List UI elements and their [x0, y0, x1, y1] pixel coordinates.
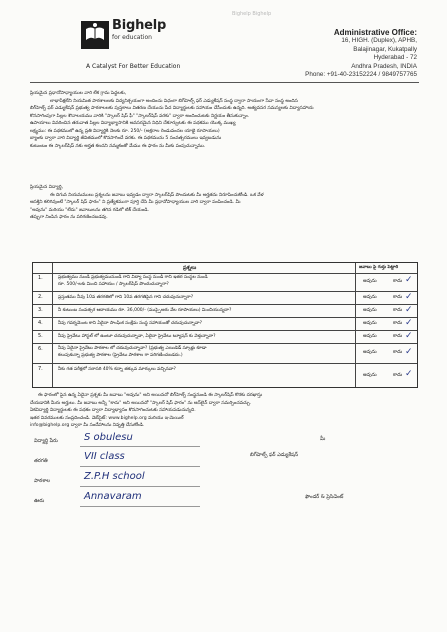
office-line: Balajinagar, Kukatpally	[353, 45, 417, 53]
place-label: ఊరు	[34, 498, 45, 504]
yes-option[interactable]: అవును	[363, 279, 377, 284]
para-line: "అవును" మరియు "లేదు" జవాబులను తగిన గడిలో టిక్ చేయండి.	[30, 207, 150, 213]
question-line: కలుపుకున్నా ప్రభుత్వ పాఠశాల (ప్రైవేటు పాఠశాల గా పరిగణించబడదు.)	[58, 353, 183, 358]
para-line: ఆసక్తిని కలిగివుంటే "స్కాలర్ షిప్ ఫారం" ని ప్రత్యేకముగా పూర్తి చేసి మీ ప్రధానోపాధ్యాయుల వారి ద్వారా పంపించండి. మీ	[30, 200, 241, 205]
para-line: లక్ష్యము: ఈ పథకములో ఉన్న ప్రతి విద్యార్థికి నెలకు రూ. 250/- (అక్షరాల రెండువందల యాభై రూపాయలు)	[30, 128, 220, 134]
row-number: 7.	[38, 366, 43, 372]
brand-name: Bighelp	[112, 18, 167, 33]
book-logo-icon	[80, 20, 110, 50]
underline	[80, 506, 200, 507]
question-text: నీవు ప్రైవేటు హాస్టల్ లో ఉంటూ చదువుచున్నావా, ఏదైనా ప్రైవేటు ట్యూషన్ కు వెళ్తున్నావా?	[58, 334, 216, 339]
table-row	[33, 343, 417, 364]
yes-option[interactable]: అవును	[363, 373, 377, 378]
office-line: 16, HIGH. (Duplex), APHB,	[341, 37, 417, 44]
office-address	[277, 28, 417, 80]
table-row	[33, 330, 417, 344]
table-row	[33, 317, 417, 331]
row-number: 5.	[38, 333, 43, 339]
para-line: ఉపాయాలు వివరించిన తరువాత పిల్లల విద్యాభ్యాసానికి అవసరమైన నిధిని చేకూర్చుటకు ఈ పథకము యొక్క ముఖ్య	[30, 121, 236, 126]
no-option[interactable]: కాదు	[393, 334, 403, 339]
school-field[interactable]: Z.P.H school	[84, 471, 145, 482]
sign-role: ఫౌండర్ & ప్రెసిడెంట్	[305, 494, 344, 500]
salutation: ప్రియమైన ప్రధానోపాధ్యాయుల వారి లేక గ్రామ పెద్దలకు,	[30, 91, 127, 96]
faint-stamp: Bighelp Bighelp	[232, 11, 272, 17]
no-option[interactable]: కాదు	[393, 350, 403, 355]
student-instructions	[30, 184, 420, 222]
para-line: కొనసాగింపుగా పిల్లల శౌచాలయము వారికి "స్కాలర్ షిప్ ఫీ" "స్కాలర్‌షిప్ వరకు" ద్వారా అందించుటకు నిర్ణయం తీసుకున్నాం.	[30, 113, 250, 119]
question-text: ప్రస్తుతము నీవు 10వ తరగతిలో గాని 10వ తరగతిపైన గాని చదువుచున్నారా?	[58, 295, 194, 300]
no-option[interactable]: కాదు	[393, 321, 403, 326]
para-line: తప్పుగా నింపిన ఫారం ను పరిగణించబడవు.	[30, 215, 108, 220]
class-label: తరగతి	[34, 458, 48, 464]
header-answer: జవాబు పై గుర్తు పెట్టారి	[359, 265, 399, 270]
yes-option[interactable]: అవును	[363, 295, 377, 300]
checkmark-icon: ✓	[405, 331, 413, 341]
question-line: ప్రభుత్వము నుండి ప్రభుత్వమునుండి గాని విద్యా సంస్థ నుండి గాని ఇతర సంస్థల నుండి	[58, 275, 208, 280]
no-option[interactable]: కాదు	[393, 295, 403, 300]
no-option[interactable]: కాదు	[393, 373, 403, 378]
sign-organization: బిగ్‌హెల్ప్ ఫర్ ఎడ్యుకేషన్	[250, 452, 299, 458]
name-field[interactable]: S obulesu	[84, 432, 133, 443]
para-line: ఈ దిగువ నియమములు ప్రశ్నలను జవాబు ఇవ్వడం ద్వారా స్కాలర్‌షిప్ పొందుటకు మీ అర్హతను నిరూపించుకోండి. ఒక వేళ	[50, 192, 264, 198]
question-line: నీవు ఏదైనా ప్రైవేటు పాఠశాల లో చదువుచున్నావా? (ప్రభుత్వ ఎయిడెడ్ స్కూళ్లు కూడా	[58, 346, 207, 351]
eligibility-note	[30, 392, 420, 430]
checkmark-icon: ✓	[405, 347, 413, 357]
no-option[interactable]: కాదు	[393, 279, 403, 284]
para-line: ఏకవిద్యార్థి విద్యార్థులకు ఈ పథకం ద్వారా విద్యాభ్యాసం కొనసాగించుటకు సహాయపడుచున్నది.	[30, 408, 196, 413]
question-text: నీవు గవర్నమెంట కాని ఏదైనా సాంఘిక సంక్షేమ సంస్థ సహాయంతో చదువుచున్నావా?	[58, 321, 202, 326]
table-row	[33, 273, 417, 292]
eligibility-table	[32, 262, 418, 388]
table-row	[33, 304, 417, 318]
para-line: కుటుంబం ఈ స్కాలర్‌షిప్ నకు అర్హత కలదని నమ్మకంతో మేము ఈ ఫారం ను మీకు పంపుచున్నాము.	[30, 143, 206, 149]
class-field[interactable]: VII class	[84, 451, 125, 462]
question-text	[58, 345, 348, 359]
tagline: A Catalyst For Better Education	[86, 63, 181, 70]
no-option[interactable]: కాదు	[393, 308, 403, 313]
row-number: 3.	[38, 307, 43, 313]
question-text: నీకు గత పరీక్షలో సరాసరి 40% కన్నా తక్కువ మార్కులు వచ్చినవా?	[58, 367, 176, 372]
para-line: info@bighelp.org ద్వారా మీ సందేహాలను నివృత్తి చేసుకోండి.	[30, 423, 145, 428]
checkmark-icon: ✓	[405, 305, 413, 315]
yes-option[interactable]: అవును	[363, 308, 377, 313]
question-text: నీ కుటుంబ సంవత్సర ఆదాయము రూ. 36,000/- (ముప్పైఆరు వేల రూపాయలు) మించియున్నదా?	[58, 308, 232, 313]
para-line: ఈ ఫారంలో పైన ఉన్న ఏదైనా ప్రశ్నకు మీ జవాబు "అవును" అని అయినచో బిగ్‌హెల్ప్ సంస్థనుండి ఈ స్కాలర్‌షిప్ కొరకు దరఖాస్తు	[38, 393, 263, 398]
para-line: చేయడానికి మీరు అర్హులు. మీ జవాబు అన్నీ "కాదు" అని అయినచో "స్కాలర్ షిప్ ఫారం" ను ఆన్‌లైన్ ద్వారా సమర్పించవచ్చు.	[30, 400, 252, 406]
letter-intro	[30, 90, 420, 150]
underline	[80, 466, 200, 467]
checkmark-icon: ✓	[405, 318, 413, 328]
para-line: ఇతర వివరములకు సంప్రదించండి. వెబ్‌సైట్: www.bighelp.org మరియు ఇ-మెయిల్	[30, 415, 184, 421]
row-number: 4.	[38, 320, 43, 326]
checkmark-icon: ✓	[405, 275, 413, 285]
office-phone: Phone: +91-40-23152224 / 9849757765	[305, 71, 417, 79]
office-line: Hyderabad - 72	[373, 54, 417, 62]
yes-option[interactable]: అవును	[363, 321, 377, 326]
row-number: 2.	[38, 294, 43, 300]
table-row	[33, 363, 417, 385]
checkmark-icon: ✓	[405, 369, 413, 379]
row-number: 1.	[38, 275, 43, 281]
brand-subtitle: for education	[112, 34, 152, 41]
para-line: బిగ్‌హెల్ప్ ఫర్ ఎడ్యుకేషన్ ప్రభుత్వ పాఠశాలలకు పుస్తకాలు వితరణ చేయుచు పేద విద్యార్థులకు సహాయం చేసేందుకు ఉన్నది. అత్యవసర సమస్యలకు విద్యాసహాయ	[30, 106, 314, 111]
checkmark-icon: ✓	[405, 292, 413, 302]
brand	[112, 18, 166, 41]
office-title: Administrative Office:	[333, 28, 417, 37]
name-label: విద్యార్థి పేరు	[34, 438, 58, 444]
row-number: 6.	[38, 346, 43, 352]
underline	[80, 446, 200, 447]
yes-option[interactable]: అవును	[363, 334, 377, 339]
school-label: పాఠశాల	[34, 478, 51, 484]
question-text	[58, 274, 348, 288]
sign-to: మీ	[320, 436, 326, 442]
yes-option[interactable]: అవును	[363, 350, 377, 355]
header-divider	[30, 82, 419, 83]
table-row	[33, 291, 417, 305]
office-line: Andhra Pradesh, INDIA	[351, 62, 417, 70]
header-questions: ప్రశ్నలు	[183, 265, 197, 271]
para-line: లాభాపేక్షలేని నియమిత పాఠశాలలకు విద్యనిశ్చయంగా అందించు విధంగా బిగ్‌హెల్ప్ ఫర్ ఎడ్యుకేషన్ సంస్థ ద్వారా సాయంగా సేవా సంస్థ అందిస	[50, 98, 298, 104]
para-line: బ్యాంకు ద్వారా వారి విద్యార్థి జీవితములో కొనసాగించే వరకు. ఈ పథకమును 5 సంవత్సరములు ఇవ్వబడును	[30, 136, 222, 141]
para-heading: ప్రియమైన విద్యార్థి,	[30, 185, 64, 190]
question-line: రూ. 500/-లకు మించి సహాయం / స్కాలర్‌షిప్ పొందుచున్నారా?	[58, 282, 169, 287]
place-field[interactable]: Annavaram	[84, 491, 142, 502]
underline	[80, 486, 200, 487]
